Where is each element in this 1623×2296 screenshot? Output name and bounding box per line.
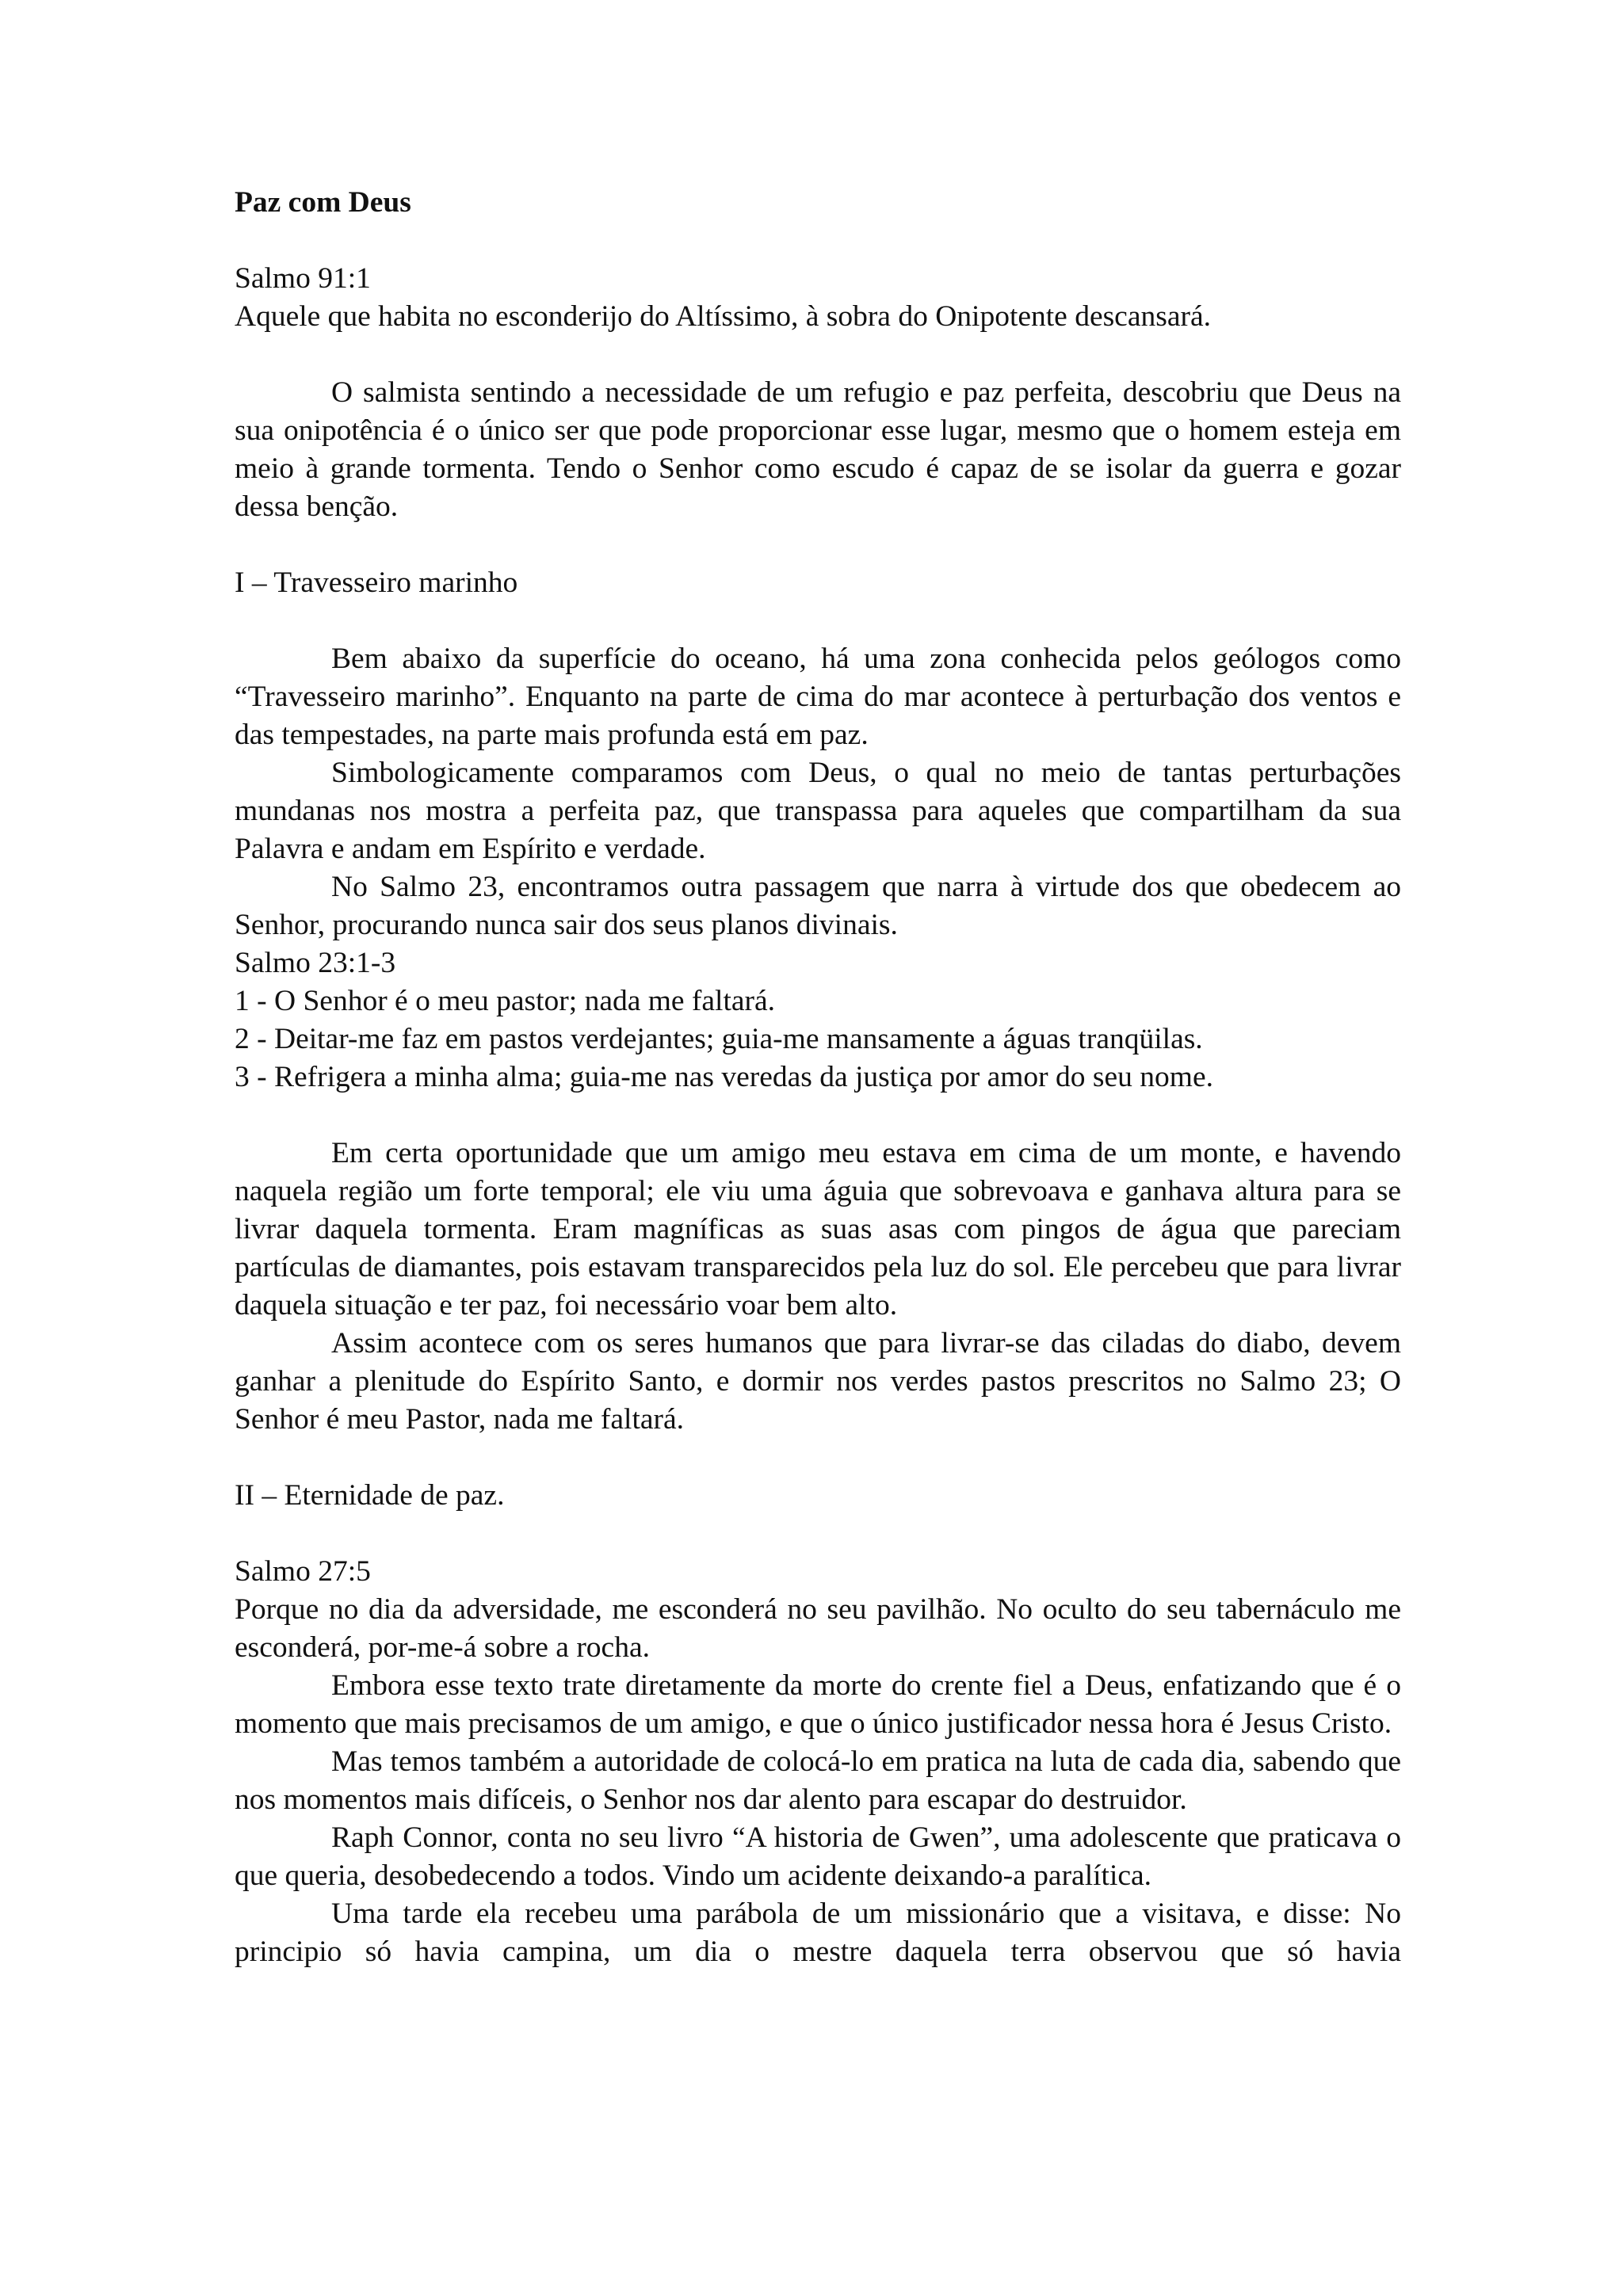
spacer xyxy=(235,222,1401,260)
document-title: Paz com Deus xyxy=(235,186,411,219)
paragraph: Simbologicamente comparamos com Deus, o qual no meio de tantas perturbações mundanas nos mostra a perfeita paz, que transpassa para aqueles que compartilham da sua Palavra e andam em Espírito e verdade. xyxy=(235,757,1401,865)
paragraph: No Salmo 23, encontramos outra passagem que narra à virtude dos que obedecem ao Senhor, procurando nunca sair dos seus planos divinais. xyxy=(235,871,1401,941)
spacer xyxy=(235,336,1401,374)
verse-reference: Salmo 23:1-3 xyxy=(235,947,396,979)
intro-paragraph: O salmista sentindo a necessidade de um refugio e paz perfeita, descobriu que Deus na sua onipotência é o único ser que pode proporcionar esse lugar, mesmo que o homem esteja em meio à grande tormenta. Tendo o Senhor como escudo é capaz de se isolar da guerra e gozar dessa benção. xyxy=(235,376,1401,523)
document-page xyxy=(235,184,1401,1971)
verse-line: 3 - Refrigera a minha alma; guia-me nas veredas da justiça por amor do seu nome. xyxy=(235,1061,1213,1093)
paragraph: Raph Connor, conta no seu livro “A historia de Gwen”, uma adolescente que praticava o que queria, desobedecendo a todos. Vindo um acidente deixando-a paralítica. xyxy=(235,1821,1401,1892)
verse-reference: Salmo 91:1 xyxy=(235,262,371,295)
paragraph: Embora esse texto trate diretamente da morte do crente fiel a Deus, enfatizando que é o momento que mais precisamos de um amigo, e que o único justificador nessa hora é Jesus Cristo. xyxy=(235,1669,1401,1740)
spacer xyxy=(235,602,1401,640)
spacer xyxy=(235,1515,1401,1553)
paragraph: Assim acontece com os seres humanos que para livrar-se das ciladas do diabo, devem ganhar a plenitude do Espírito Santo, e dormir nos verdes pastos prescritos no Salmo 23; O Senhor é meu Pastor, nada me faltará. xyxy=(235,1327,1401,1436)
spacer xyxy=(235,1097,1401,1135)
verse-line: 1 - O Senhor é o meu pastor; nada me faltará. xyxy=(235,985,776,1017)
paragraph: Mas temos também a autoridade de colocá-lo em pratica na luta de cada dia, sabendo que nos momentos mais difíceis, o Senhor nos dar alento para escapar do destruidor. xyxy=(235,1745,1401,1816)
paragraph: Em certa oportunidade que um amigo meu estava em cima de um monte, e havendo naquela região um forte temporal; ele viu uma águia que sobrevoava e ganhava altura para se livrar daquela tormenta. Eram magníficas as suas asas com pingos de água que pareciam partículas de diamantes, pois estavam transparecidos pela luz do sol. Ele percebeu que para livrar daquela situação e ter paz, foi necessário voar bem alto. xyxy=(235,1137,1401,1322)
spacer xyxy=(235,526,1401,564)
verse-line: 2 - Deitar-me faz em pastos verdejantes; guia-me mansamente a águas tranqüilas. xyxy=(235,1023,1203,1055)
spacer xyxy=(235,1439,1401,1477)
section-heading: I – Travesseiro marinho xyxy=(235,566,518,599)
verse-text: Aquele que habita no esconderijo do Altíssimo, à sobra do Onipotente descansará. xyxy=(235,300,1211,333)
verse-text: Porque no dia da adversidade, me esconderá no seu pavilhão. No oculto do seu tabernáculo me esconderá, por-me-á sobre a rocha. xyxy=(235,1593,1401,1664)
verse-reference: Salmo 27:5 xyxy=(235,1555,371,1588)
paragraph: Bem abaixo da superfície do oceano, há uma zona conhecida pelos geólogos como “Travesseiro marinho”. Enquanto na parte de cima do mar acontece à perturbação dos ventos e das tempestades, na parte mais profunda está em paz. xyxy=(235,643,1401,751)
paragraph: Uma tarde ela recebeu uma parábola de um missionário que a visitava, e disse: No principio só havia campina, um dia o mestre daquela terra observou que só havia xyxy=(235,1897,1401,1968)
section-heading: II – Eternidade de paz. xyxy=(235,1479,505,1512)
